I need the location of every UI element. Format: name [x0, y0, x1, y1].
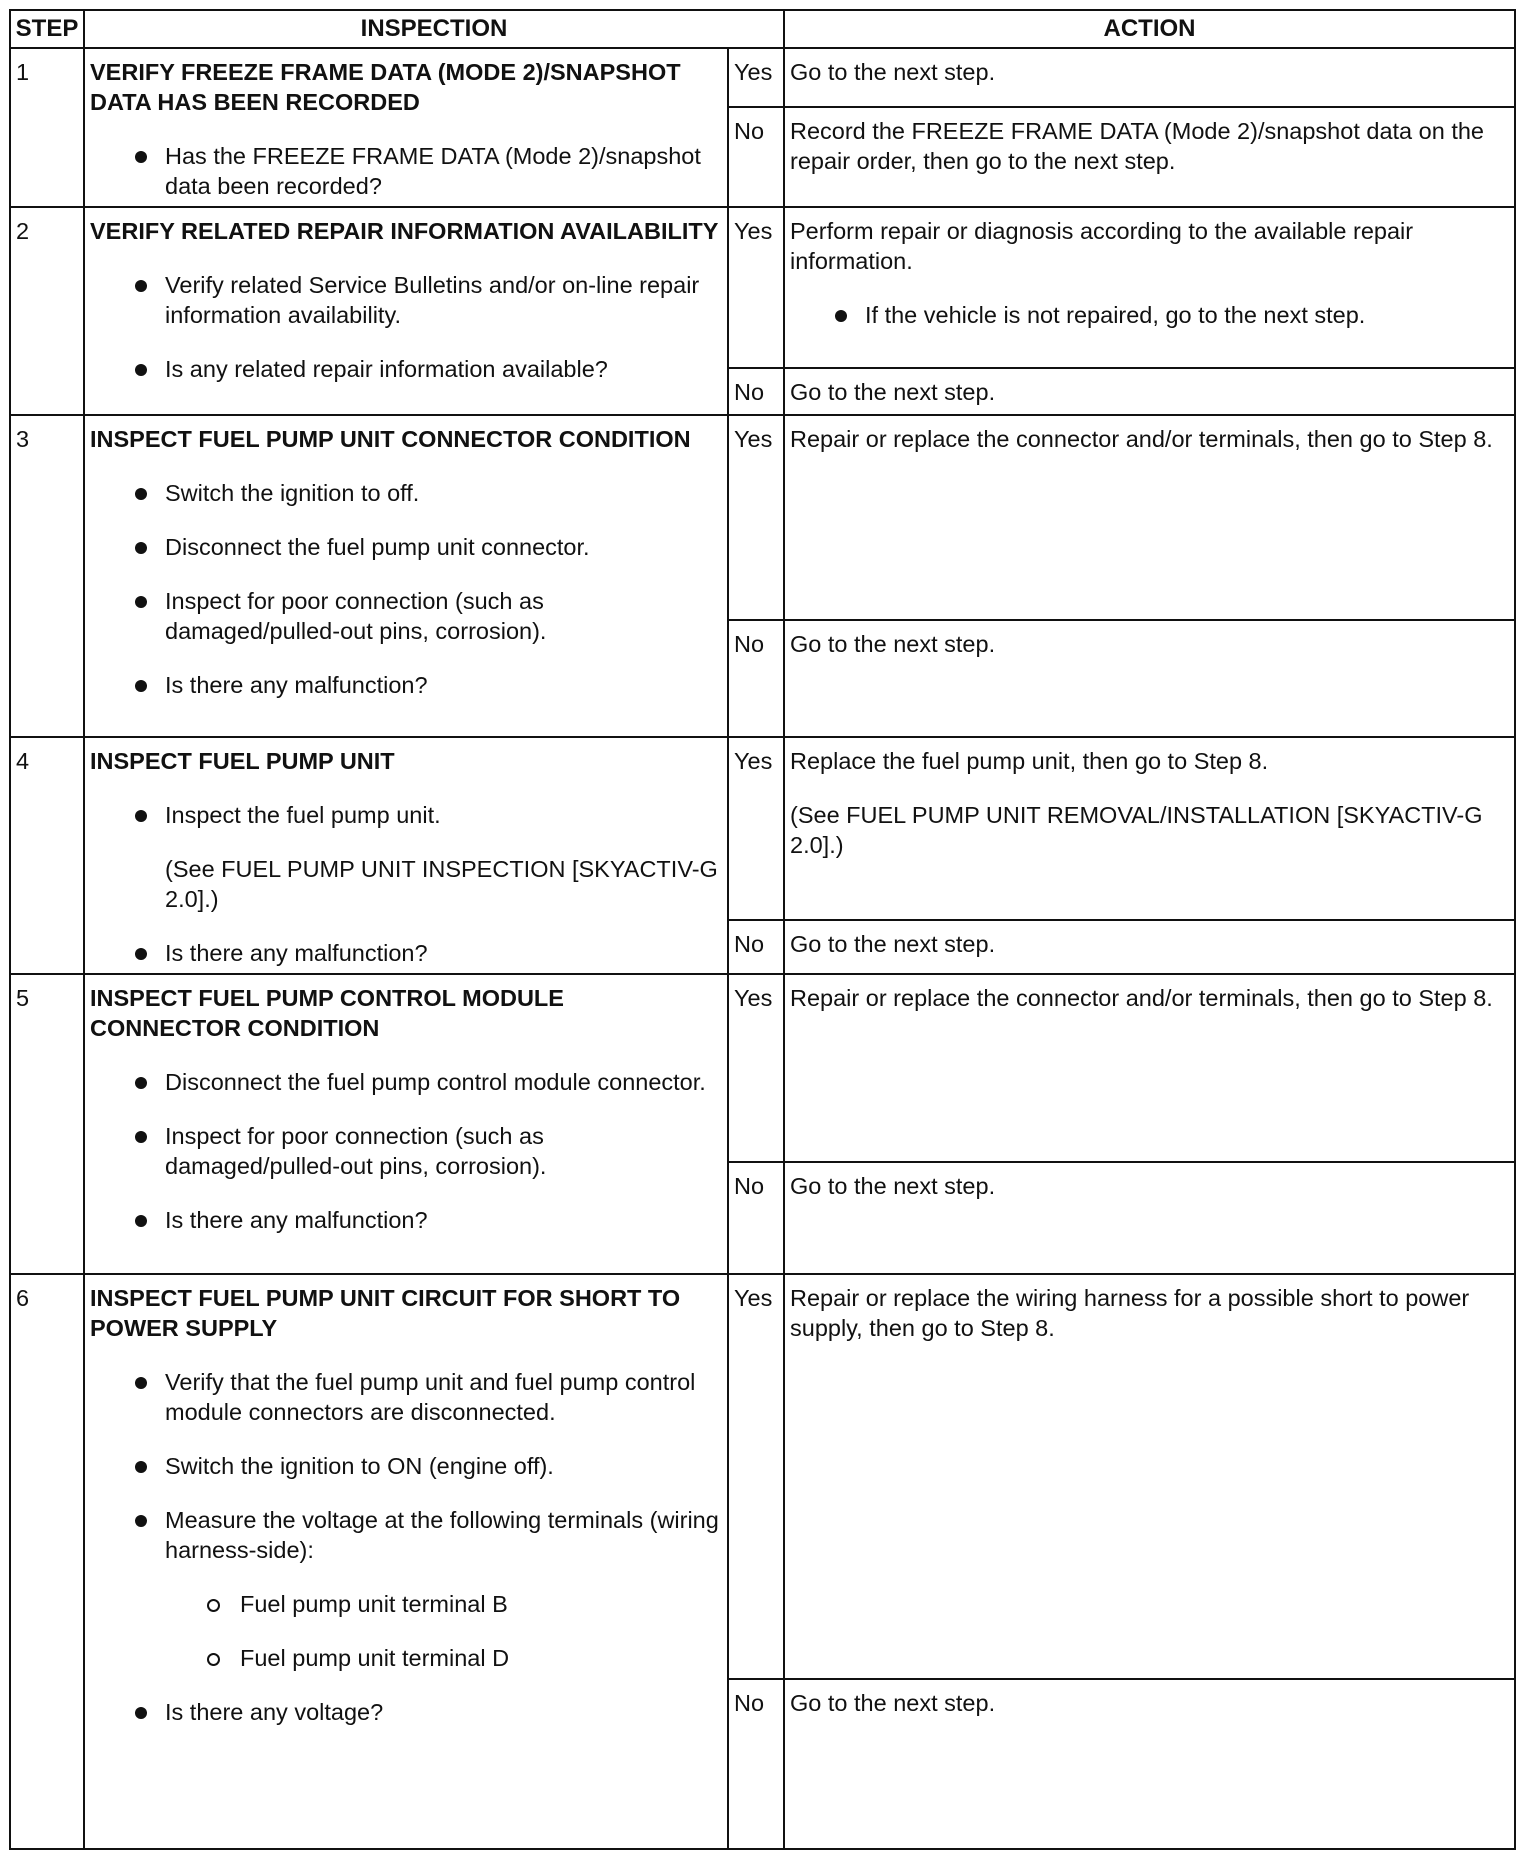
inspection-item: Switch the ignition to ON (engine off). [90, 1451, 721, 1481]
bullet-icon [130, 1067, 165, 1097]
inspection-item: Is there any voltage? [90, 1697, 721, 1727]
inspection-cell [84, 48, 728, 207]
yes-action: Perform repair or diagnosis according to the available repair information. [790, 218, 1414, 274]
inspection-title: INSPECT FUEL PUMP CONTROL MODULE CONNECTOR CONDITION [90, 985, 564, 1041]
header-step: STEP [10, 10, 84, 48]
no-label: No [728, 368, 784, 415]
step-row-1-yes [10, 48, 1515, 107]
no-label: No [728, 107, 784, 207]
diagnostic-table [9, 9, 1516, 1850]
inspection-title: INSPECT FUEL PUMP UNIT [90, 748, 395, 774]
inspection-item: Disconnect the fuel pump unit connector. [90, 532, 721, 562]
inspection-item: Verify related Service Bulletins and/or on-line repair information availability. [90, 270, 721, 330]
no-action: Go to the next step. [784, 1162, 1515, 1274]
bullet-icon [130, 586, 165, 646]
inspection-item: Inspect the fuel pump unit. [90, 800, 721, 830]
step-number: 4 [10, 737, 84, 974]
bullet-icon [130, 800, 165, 830]
header-action: ACTION [784, 10, 1515, 48]
bullet-icon [130, 1121, 165, 1181]
yes-label: Yes [728, 1274, 784, 1679]
yes-label: Yes [728, 737, 784, 920]
step-number: 5 [10, 974, 84, 1274]
inspection-item: Is there any malfunction? [90, 938, 721, 968]
inspection-item: Is there any malfunction? [90, 670, 721, 700]
no-action: Go to the next step. [784, 620, 1515, 737]
bullet-icon [130, 938, 165, 968]
inspection-note: (See FUEL PUMP UNIT INSPECTION [SKYACTIV-G 2.0].) [165, 856, 718, 912]
inspection-item: Verify that the fuel pump unit and fuel pump control module connectors are disconnected. [90, 1367, 721, 1427]
bullet-icon [130, 1505, 165, 1565]
bullet-icon [130, 532, 165, 562]
bullet-icon [130, 1367, 165, 1427]
inspection-cell [84, 415, 728, 737]
bullet-icon [130, 270, 165, 330]
inspection-item: Is any related repair information available? [90, 354, 721, 384]
yes-action-cell [784, 737, 1515, 920]
bullet-icon [830, 300, 865, 330]
step-row-5-yes [10, 974, 1515, 1162]
no-action: Go to the next step. [784, 1679, 1515, 1849]
inspection-item: Inspect for poor connection (such as damaged/pulled-out pins, corrosion). [90, 586, 721, 646]
no-label: No [728, 920, 784, 974]
inspection-cell [84, 974, 728, 1274]
inspection-item: Measure the voltage at the following terminals (wiring harness-side): [90, 1505, 721, 1565]
action-note: (See FUEL PUMP UNIT REMOVAL/INSTALLATION [SKYACTIV-G 2.0].) [790, 802, 1483, 858]
inspection-cell [84, 1274, 728, 1849]
bullet-icon [130, 1205, 165, 1235]
yes-label: Yes [728, 207, 784, 368]
bullet-icon [130, 141, 165, 201]
inspection-item: Inspect for poor connection (such as damaged/pulled-out pins, corrosion). [90, 1121, 721, 1181]
inspection-item: Has the FREEZE FRAME DATA (Mode 2)/snapshot data been recorded? [90, 141, 721, 201]
step-number: 3 [10, 415, 84, 737]
yes-action-cell [784, 207, 1515, 368]
no-label: No [728, 620, 784, 737]
yes-action: Repair or replace the connector and/or terminals, then go to Step 8. [784, 974, 1515, 1162]
yes-label: Yes [728, 48, 784, 107]
inspection-title: INSPECT FUEL PUMP UNIT CIRCUIT FOR SHORT TO POWER SUPPLY [90, 1285, 681, 1341]
no-action: Record the FREEZE FRAME DATA (Mode 2)/snapshot data on the repair order, then go to the next step. [784, 107, 1515, 207]
no-action: Go to the next step. [784, 920, 1515, 974]
yes-label: Yes [728, 974, 784, 1162]
step-row-4-yes [10, 737, 1515, 920]
inspection-item: Switch the ignition to off. [90, 478, 721, 508]
inspection-title: VERIFY FREEZE FRAME DATA (MODE 2)/SNAPSHOT DATA HAS BEEN RECORDED [90, 59, 681, 115]
inspection-title: VERIFY RELATED REPAIR INFORMATION AVAILABILITY [90, 218, 719, 244]
step-number: 6 [10, 1274, 84, 1849]
step-number: 1 [10, 48, 84, 207]
yes-action: Replace the fuel pump unit, then go to Step 8. [790, 748, 1269, 774]
step-row-6-yes [10, 1274, 1515, 1679]
action-item: If the vehicle is not repaired, go to the next step. [790, 300, 1508, 330]
circle-bullet-icon [205, 1643, 240, 1673]
step-row-3-yes [10, 415, 1515, 620]
yes-action: Repair or replace the connector and/or terminals, then go to Step 8. [784, 415, 1515, 620]
inspection-cell [84, 207, 728, 415]
inspection-item: Disconnect the fuel pump control module connector. [90, 1067, 721, 1097]
bullet-icon [130, 478, 165, 508]
yes-action: Repair or replace the wiring harness for a possible short to power supply, then go to Step 8. [784, 1274, 1515, 1679]
no-label: No [728, 1162, 784, 1274]
step-row-2-yes [10, 207, 1515, 368]
inspection-item: Is there any malfunction? [90, 1205, 721, 1235]
step-number: 2 [10, 207, 84, 415]
bullet-icon [130, 354, 165, 384]
header-row [10, 10, 1515, 48]
inspection-cell [84, 737, 728, 974]
inspection-subitem: Fuel pump unit terminal B [90, 1589, 721, 1619]
no-action: Go to the next step. [784, 368, 1515, 415]
yes-action: Go to the next step. [784, 48, 1515, 107]
no-label: No [728, 1679, 784, 1849]
yes-label: Yes [728, 415, 784, 620]
bullet-icon [130, 670, 165, 700]
bullet-icon [130, 1697, 165, 1727]
inspection-title: INSPECT FUEL PUMP UNIT CONNECTOR CONDITION [90, 426, 691, 452]
circle-bullet-icon [205, 1589, 240, 1619]
header-inspection: INSPECTION [84, 10, 784, 48]
inspection-subitem: Fuel pump unit terminal D [90, 1643, 721, 1673]
bullet-icon [130, 1451, 165, 1481]
